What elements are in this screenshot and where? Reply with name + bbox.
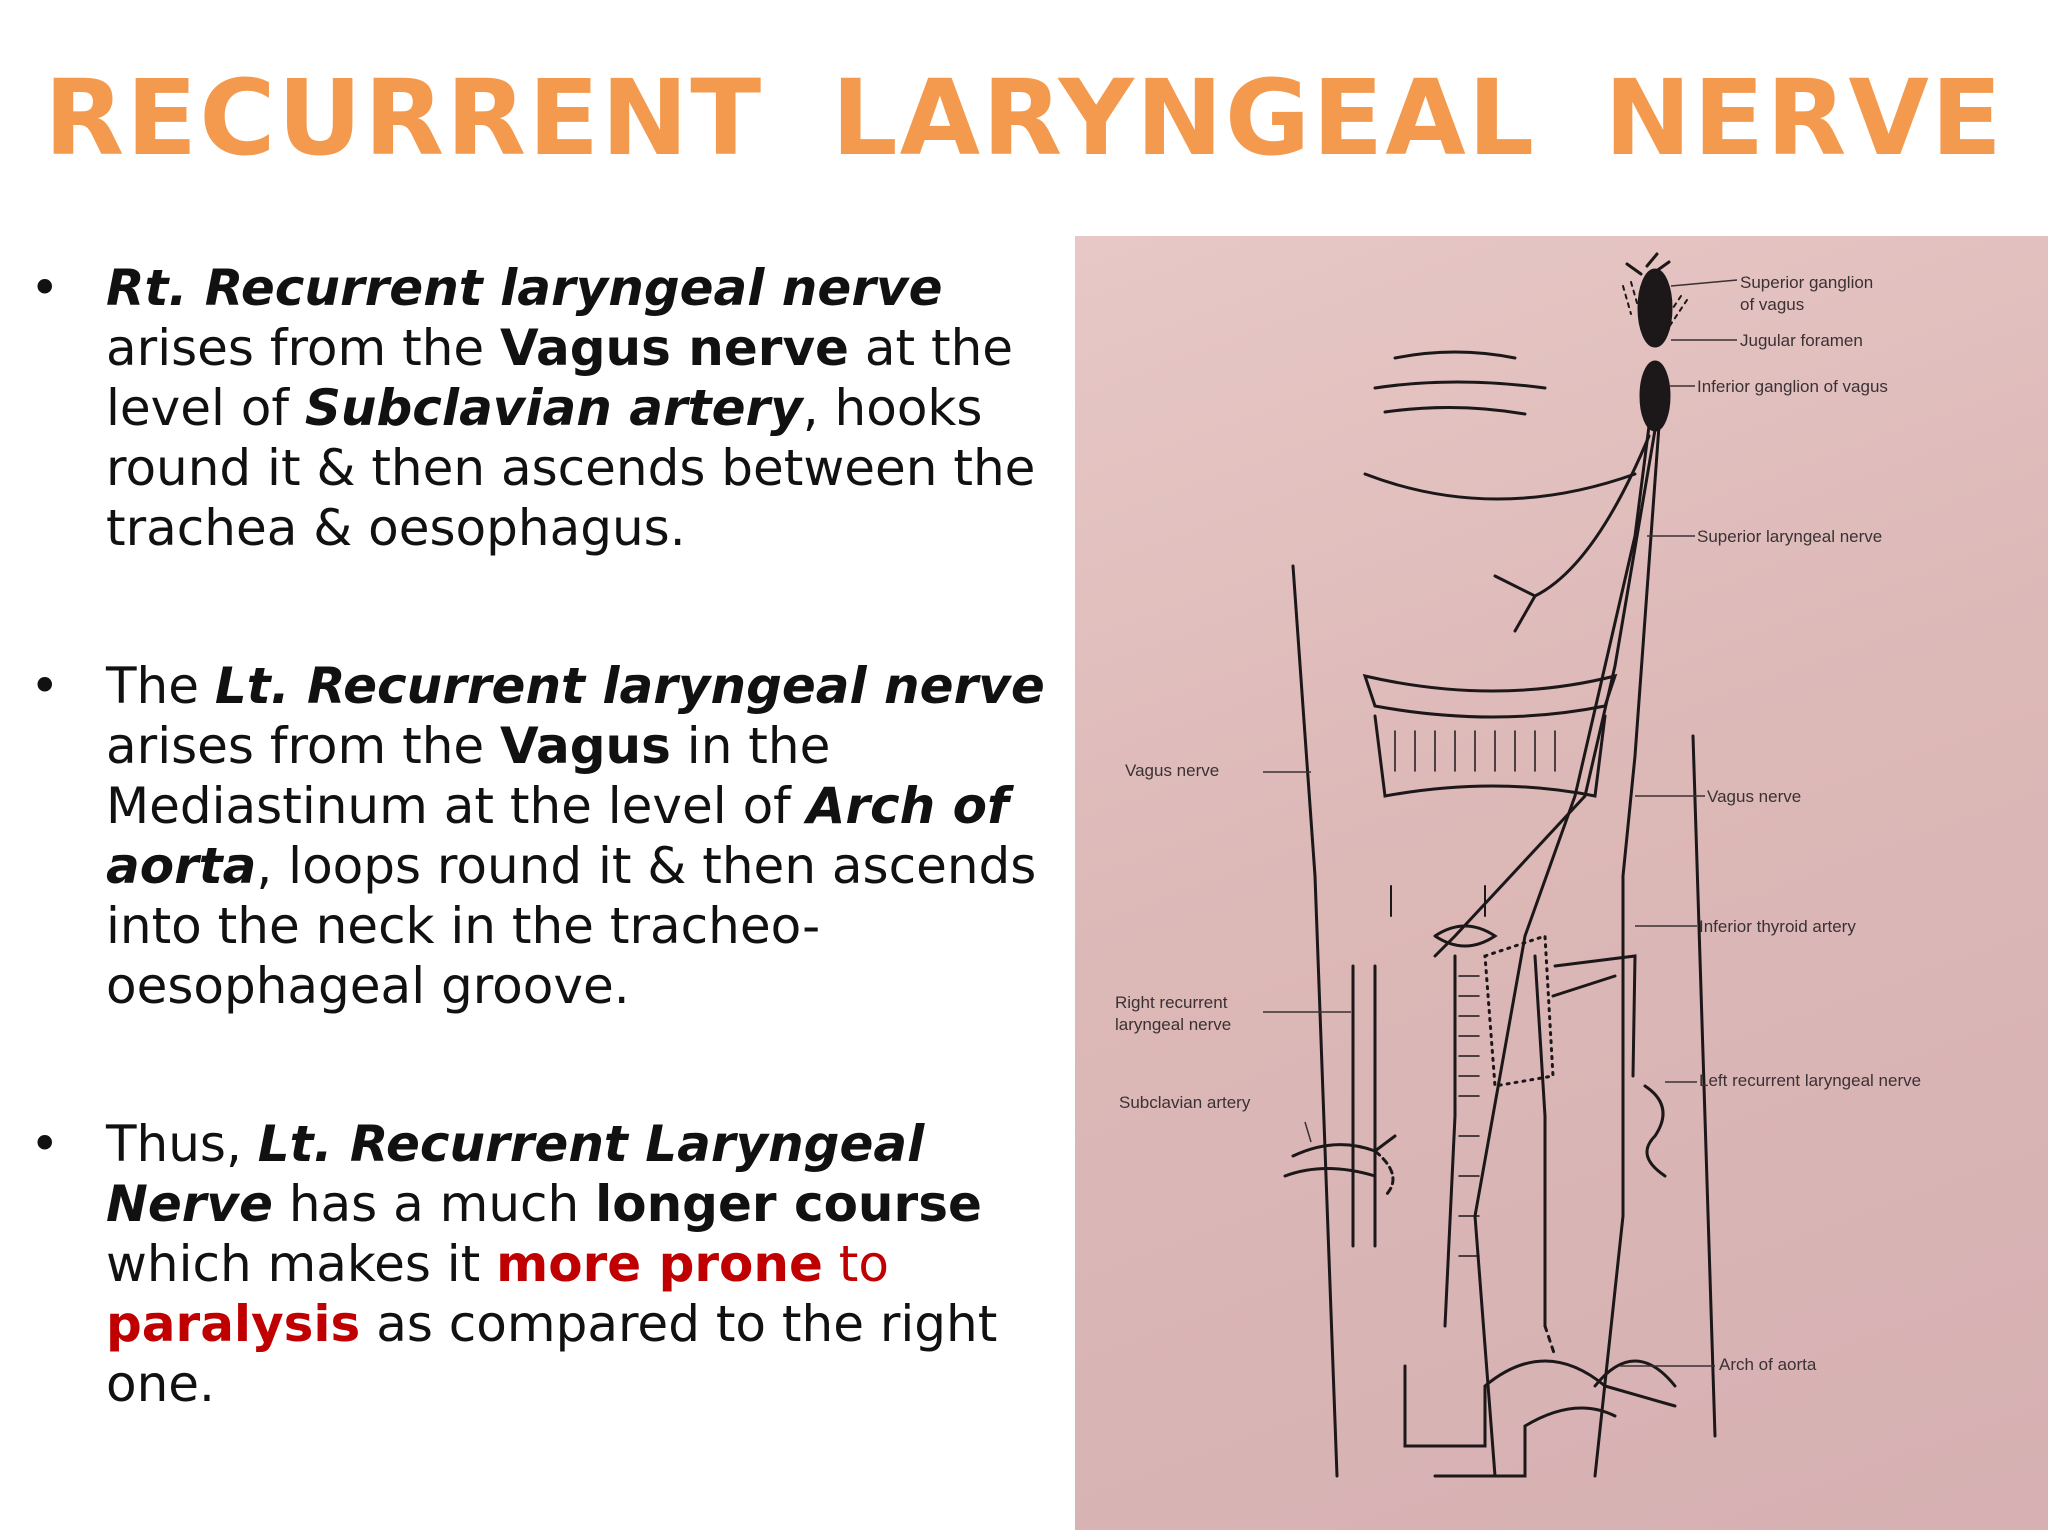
bullet-text-segment: Arch of aorta: [106, 777, 1009, 895]
bullet-dot: •: [30, 657, 60, 715]
hyoid: [1365, 676, 1615, 717]
label-subclavian-artery: Subclavian artery: [1119, 1093, 1251, 1112]
label-vagus-nerve-left: Vagus nerve: [1125, 761, 1220, 780]
label-right-recurrent-nerve: Right recurrent laryngeal nerve: [1115, 993, 1232, 1034]
bullet-text-segment: longer course: [595, 1175, 982, 1233]
bullet-text-segment: Lt. Recurrent laryngeal nerve: [214, 657, 1045, 715]
label-vagus-nerve-right: Vagus nerve: [1707, 787, 1802, 806]
label-superior-laryngeal-nerve: Superior laryngeal nerve: [1697, 527, 1883, 546]
label-jugular-foramen: Jugular foramen: [1740, 331, 1863, 350]
bullet-text-segment: The: [106, 657, 215, 715]
bullet-text-segment: Vagus: [500, 717, 671, 775]
bullet-text-segment: , hooks round it & then ascends between the trachea & oesophagus.: [106, 379, 1036, 557]
bullet-text-segment: at the level of: [106, 319, 1014, 437]
bullet-text-segment: more prone: [496, 1235, 823, 1293]
bullet-dot: •: [30, 1115, 60, 1173]
bullet-list: [30, 258, 1060, 1414]
bullet-text-segment: Vagus nerve: [500, 319, 849, 377]
label-arch-of-aorta: Arch of aorta: [1719, 1355, 1817, 1374]
superior-ganglion: [1639, 270, 1671, 346]
bullet-text-segment: Rt. Recurrent laryngeal nerve: [106, 259, 943, 317]
inferior-ganglion: [1641, 362, 1669, 430]
left-recurrent-loop: [1645, 1086, 1665, 1176]
label-inferior-thyroid-artery: Inferior thyroid artery: [1699, 917, 1856, 936]
bullet-item: [30, 1114, 1060, 1414]
bullet-text-segment: in the Mediastinum at the level of: [106, 717, 831, 835]
bullet-text-segment: Lt. Recurrent Laryngeal Nerve: [106, 1115, 925, 1233]
bullet-text-segment: to: [822, 1235, 889, 1293]
superior-ganglion-shape: [1627, 254, 1669, 274]
bullet-text-segment: has a much: [272, 1175, 596, 1233]
label-superior-ganglion: Superior ganglion of vagus: [1740, 273, 1874, 314]
slide-title: RECURRENT LARYNGEAL NERVE: [44, 57, 2004, 179]
label-inferior-ganglion: Inferior ganglion of vagus: [1697, 377, 1888, 396]
vagus-nerve-left: [1595, 426, 1659, 1476]
bullet-text-segment: Subclavian artery: [304, 379, 803, 437]
bullet-item: [30, 258, 1060, 558]
bullet-item: [30, 656, 1060, 1016]
bullet-dot: •: [30, 259, 60, 317]
trachea: [1445, 956, 1545, 1326]
bullet-text-segment: which makes it: [106, 1235, 497, 1293]
nerve-diagram: [1075, 236, 2048, 1530]
label-left-recurrent-nerve: Left recurrent laryngeal nerve: [1699, 1071, 1922, 1090]
arch-of-aorta: [1405, 1361, 1675, 1476]
bullet-text-segment: arises from the: [106, 319, 501, 377]
bullet-text-segment: paralysis: [106, 1295, 361, 1353]
anatomy-figure: [1075, 236, 2048, 1530]
bullet-text-segment: as compared to the right one.: [106, 1295, 998, 1413]
bullet-text-segment: arises from the: [106, 717, 501, 775]
bullet-text-segment: Thus,: [106, 1115, 258, 1173]
bullet-text-segment: , loops round it & then ascends into the neck in the tracheo-oesophageal groove.: [106, 837, 1037, 1015]
thyroid-cartilage: [1375, 716, 1605, 796]
